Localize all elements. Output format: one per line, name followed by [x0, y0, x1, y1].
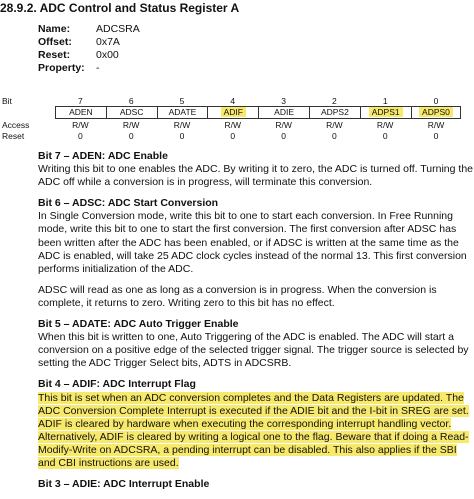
- access-value: R/W: [275, 119, 292, 130]
- bit-number: 2: [332, 95, 337, 106]
- bit-descriptions: [38, 150, 474, 499]
- bit-section-text-2: ADSC will read as one as long as a conversion is in progress. When the conversion is complete, it returns to zero. Writing zero to this bit has no effect.: [38, 283, 437, 309]
- register-bit-table: [0, 95, 462, 141]
- access-value: R/W: [173, 119, 191, 130]
- access-value: R/W: [427, 119, 445, 130]
- bit-section-title: Bit 7 – ADEN: ADC Enable: [38, 150, 168, 162]
- bit-section-title: Bit 3 – ADIE: ADC Interrupt Enable: [38, 478, 210, 491]
- bit-name: ADATE: [168, 107, 197, 117]
- bit-number: 6: [128, 95, 134, 106]
- property-value: ADCSRA: [96, 23, 140, 35]
- bit-name: ADPS0: [419, 107, 453, 117]
- bit-number: 4: [230, 95, 236, 106]
- reset-value: 0: [332, 130, 337, 141]
- property-key: Offset:: [38, 36, 72, 48]
- bit-name: ADIE: [274, 107, 294, 117]
- reset-row-label: Reset: [2, 130, 25, 141]
- bit-section-aden: [38, 150, 474, 189]
- reset-value: 0: [78, 130, 83, 141]
- reset-value: 0: [230, 130, 236, 141]
- property-key: Reset:: [38, 49, 71, 61]
- reset-value: 0: [179, 130, 185, 141]
- bit-name-row: [0, 106, 462, 119]
- property-value: 0x00: [96, 49, 119, 61]
- bit-section-adate: [38, 318, 474, 370]
- property-value: 0x7A: [96, 36, 120, 48]
- bit-name-cell: [106, 106, 157, 119]
- bit-name: ADEN: [69, 107, 93, 117]
- bit-number: 0: [433, 95, 439, 106]
- highlighted-text: This bit is set when an ADC conversion completes and the Data Registers are updated. The ADC Conversion Complete Interrupt is executed if the ADIE bit and the I-bit in SREG are set. ADIF is cleared by hardware when executing the corresponding interrupt handling vector. Alternatively, ADIF is cleared by writing a logical one to the flag. Beware that if doing a Read-Modify-Write on ADCSRA, a pending interrupt can be disabled. This also applies if the SBI and CBI instructions are used.: [38, 391, 469, 469]
- property-row: [38, 23, 140, 36]
- bit-section-adif: [38, 378, 474, 470]
- bit-name: ADSC: [119, 107, 144, 117]
- bit-name: ADIF: [221, 107, 246, 117]
- property-key: Name:: [38, 23, 71, 35]
- property-row: [38, 49, 140, 62]
- access-row: [0, 119, 462, 130]
- bit-name: ADPS2: [320, 107, 349, 117]
- bit-section-adsc: [38, 197, 474, 310]
- bit-number-row: [0, 95, 462, 106]
- bit-name-cell: [157, 106, 208, 119]
- reset-value: 0: [128, 130, 134, 141]
- bit-section-adie: [38, 478, 474, 491]
- reset-value: 0: [382, 130, 388, 141]
- property-row: [38, 36, 140, 49]
- property-key: Property:: [38, 62, 85, 74]
- section-heading: 28.9.2. ADC Control and Status Register A: [0, 1, 240, 15]
- property-row: [38, 62, 140, 75]
- bit-section-text: Writing this bit to one enables the ADC. By writing it to zero, the ADC is turned off. Turning the ADC off while a conversion is in progress, will terminate this conversion.: [38, 163, 474, 189]
- access-value: R/W: [122, 119, 140, 130]
- bit-name-cell: [207, 106, 258, 119]
- bit-section-title: Bit 5 – ADATE: ADC Auto Trigger Enable: [38, 318, 239, 331]
- access-value: R/W: [376, 119, 394, 130]
- reset-value: 0: [433, 130, 439, 141]
- access-value: R/W: [224, 119, 242, 130]
- bit-number: 3: [281, 95, 286, 106]
- bit-number: 7: [78, 95, 83, 106]
- bit-number: 1: [382, 95, 388, 106]
- bit-section-text: When this bit is written to one, Auto Triggering of the ADC is enabled. The ADC will start a conversion on a positive edge of the selected trigger signal. The trigger source is selected by setting the ADC Trigger Select bits, ADTS in ADCSRB.: [38, 331, 469, 370]
- reset-value: 0: [281, 130, 286, 141]
- bit-name-cell: [411, 106, 462, 119]
- bit-section-text-highlighted: [38, 392, 474, 471]
- bit-name-cell: [55, 106, 106, 119]
- access-value: R/W: [72, 119, 89, 130]
- bit-name-cell: [309, 106, 360, 119]
- bit-name: ADPS1: [369, 107, 403, 117]
- access-row-label: Access: [2, 119, 30, 130]
- access-value: R/W: [326, 119, 343, 130]
- bit-row-label: Bit: [2, 95, 12, 106]
- bit-number: 5: [179, 95, 185, 106]
- bit-name-cell: [258, 106, 309, 119]
- bit-section-title: Bit 6 – ADSC: ADC Start Conversion: [38, 197, 219, 210]
- reset-row: [0, 130, 462, 141]
- property-value: -: [96, 62, 100, 74]
- bit-name-cell: [360, 106, 411, 119]
- bit-section-title: Bit 4 – ADIF: ADC Interrupt Flag: [38, 378, 196, 391]
- register-properties: [38, 23, 140, 75]
- bit-section-text: In Single Conversion mode, write this bit to one to start each conversion. In Free Running mode, write this bit to one to start the first conversion. The first conversion after ADSC has been written after the ADC has been enabled, or if ADSC is written at the same time as the ADC is enabled, will take 25 ADC clock cycles instead of the normal 13. This first conversion performs initialization of the ADC.: [38, 210, 467, 275]
